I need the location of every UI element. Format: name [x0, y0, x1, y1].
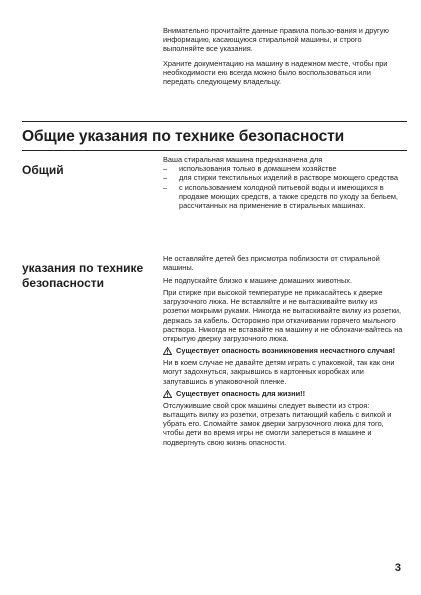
intro-block [163, 26, 403, 86]
list-item: – для стирки текстильных изделий в растворе моющего средства [163, 173, 398, 183]
section-title: Общие указания по технике безопасности [22, 128, 345, 145]
safety-paragraph: Не оставляйте детей без присмотра поблизости от стиральной машины. [163, 254, 380, 273]
warning-life: Существует опасность для жизни!! [163, 389, 403, 398]
warning-triangle-icon [163, 346, 176, 355]
safety-paragraph: Отслужившие свой срок машины следует вывести из строя: вытащить вилку из розетки, отрезать питающий кабель с вилкой и убрать его. Сломайте замок дверки загрузочного люка для того, чтобы дети во время игры не смогли запереться в машине и подвергнуть свою жизнь опасности. [163, 400, 392, 447]
safety-paragraph: При стирке при высокой температуре не прикасайтесь к дверке загрузочного люка. Не вставляйте и не вытаскивайте вилку из розетки мокрыми руками. Никогда не вытаскивайте вилку из розетки, держась за кабель. Осторожно при откачивании горячего мыльного раствора. Никогда не вставайте на машину и не облокачи-вайтесь на открытую дверку загрузочного люка. [163, 287, 403, 343]
warning-triangle-icon [163, 389, 176, 398]
page-number: 3 [394, 562, 401, 574]
general-heading: Общий [22, 163, 64, 177]
intro-paragraph: Внимательно прочитайте данные правила пользо-вания и другую информацию, касающуюся стиральной машины, и строго выполняйте все указания. [163, 26, 389, 54]
safety-paragraph: Не подпускайте близко к машине домашних животных. [163, 275, 353, 285]
section-divider [22, 121, 407, 122]
general-block [163, 155, 403, 210]
warning-accident: Существует опасность возникновения несчастного случая! [163, 346, 403, 355]
intro-paragraph: Храните документацию на машину в надежном месте, чтобы при необходимости ею всегда можно было воспользоваться или передать следующему владельцу. [163, 58, 388, 87]
safety-block [163, 254, 403, 450]
usage-list [163, 164, 403, 210]
safety-heading: указания по технике безопасности [22, 261, 144, 290]
list-item: – с использованием холодной питьевой воды и имеющихся в продаже моющих средств, а также средств по уходу за бельем, рассчитанных на применение в стиральных машинах. [163, 182, 398, 211]
safety-paragraph: Ни в коем случае не давайте детям играть с упаковкой, так как они могут задохнуться, закрывшись в картонных коробках или запутавшись в упаковочной пленке. [163, 358, 395, 386]
general-lead: Ваша стиральная машина предназначена для [163, 155, 323, 164]
list-item: – использования только в домашнем хозяйстве [163, 164, 337, 174]
section-title-underline [22, 150, 407, 151]
